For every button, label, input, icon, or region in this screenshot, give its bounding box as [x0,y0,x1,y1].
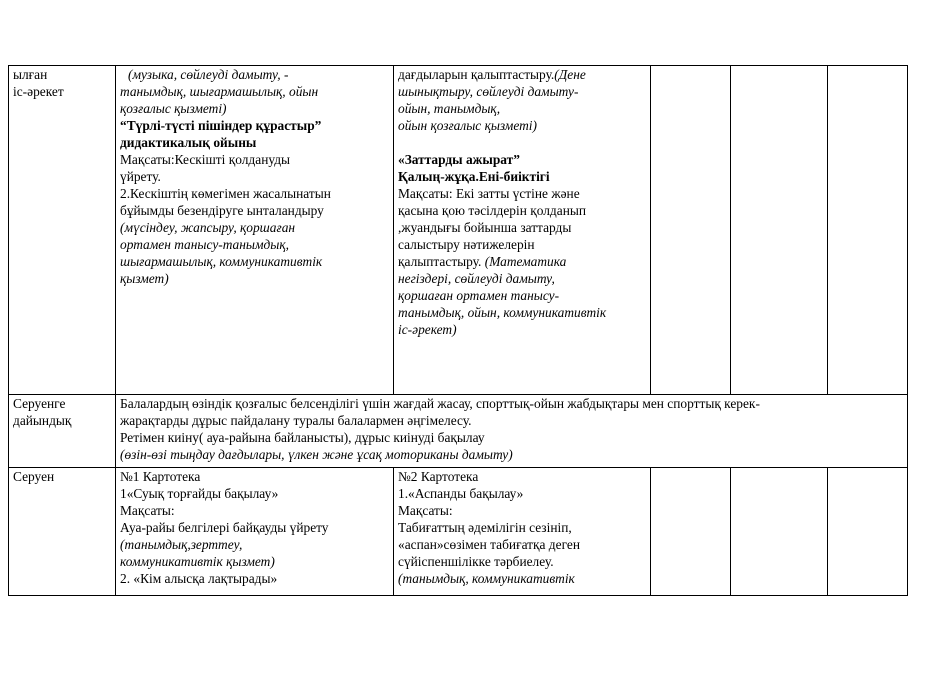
text-line [398,253,650,270]
text-line: (өзін-өзі тыңдау дағдылары, үлкен және ұсақ моториканы дамыту) [120,447,513,462]
empty-cell [731,468,828,596]
lesson-plan-table [8,65,908,596]
text-line: қызмет) [120,271,169,286]
row-label-cell [9,66,116,395]
text-line: (музыка, сөйлеуді дамыту, - [128,67,289,82]
text-line: Мақсаты: [398,503,453,518]
empty-cell [651,66,731,395]
text-line: шынықтыру, сөйлеуді дамыту- [398,84,579,99]
empty-cell [731,66,828,395]
text-line: қоршаған ортамен танысу- [398,288,560,303]
empty-cell [828,468,908,596]
text-line: танымдық, ойын, коммуникативтік [398,305,607,320]
text-line: Балалардың өзіндік қозғалыс белсенділігі үшін жағдай жасау, спорттық-ойын жабдықтары мен спорттық керек- [120,396,760,411]
text-fragment-italic: (Математика [484,254,567,269]
text-fragment: дағдыларын қалыптастыру. [398,67,555,82]
text-fragment: қалыптастыру. [398,254,485,269]
text-line: «Заттарды ажырат” [398,152,520,167]
text-line: Табиғаттың әдемілігін сезініп, [398,520,572,535]
blank-line [398,134,650,151]
text-line: ортамен танысу-танымдық, [120,237,289,252]
text-line: (танымдық, коммуникативтік [398,571,575,586]
text-fragment-italic: (Дене [554,67,586,82]
text-line: Ауа-райы белгілері байқауды үйрету [120,520,329,535]
row-label-text: дайындық [13,413,72,428]
text-line: ойын, танымдық, [398,101,501,116]
text-line: Қалың-жұқа.Ені-биіктігі [398,169,550,184]
text-line: бұйымды безендіруге ынталандыру [120,203,324,218]
text-line: үйрету. [120,169,161,184]
text-line: жарақтарды дұрыс пайдалану туралы балалармен әңгімелесу. [120,413,472,428]
row-label-cell [9,468,116,596]
walk-cell-1 [116,468,394,596]
text-line: 1.«Аспанды бақылау» [398,486,524,501]
text-line: «аспан»сөзімен табиғатқа деген [398,537,580,552]
text-line: Мақсаты:Кескішті қолдануды [120,152,291,167]
empty-cell [651,468,731,596]
text-line: 1«Суық торғайды бақылау» [120,486,279,501]
text-line: Мақсаты: Екі затты үстіне және [398,186,580,201]
text-line: ойын қозғалыс қызметі) [398,118,537,133]
text-line: 2.Кескіштің көмегімен жасалынатын [120,186,331,201]
text-line: №1 Картотека [120,469,201,484]
row-label-text: Серуенге [13,396,66,411]
text-line: №2 Картотека [398,469,479,484]
row-label-text: ылған [13,67,48,82]
text-line [398,66,650,83]
text-line: қасына қою тәсілдерін қолданып [398,203,587,218]
activity-cell-2 [394,66,651,395]
walk-cell-2 [394,468,651,596]
text-line: дидактикалық ойыны [120,135,257,150]
text-line: Мақсаты: [120,503,175,518]
text-line: (мүсіндеу, жапсыру, қоршаған [120,220,296,235]
row-label-cell [9,395,116,468]
walk-preparation-cell [116,395,908,468]
row-label-text: іс-әрекет [13,84,64,99]
table-row-activity [9,66,908,395]
text-line: салыстыру нәтижелерін [398,237,535,252]
table-row-walk [9,468,908,596]
text-line: ,жуандығы бойынша заттарды [398,220,572,235]
text-line: (танымдық,зерттеу, [120,537,243,552]
text-line: шығармашылық, коммуникативтік [120,254,323,269]
text-line: танымдық, шығармашылық, ойын [120,84,319,99]
activity-cell-1 [116,66,394,395]
empty-cell [828,66,908,395]
row-label-text: Серуен [13,469,55,484]
text-line: сүйіспеншілікке тәрбиелеу. [398,554,554,569]
text-line: негіздері, сөйлеуді дамыту, [398,271,555,286]
text-line: коммуникативтік қызмет) [120,554,275,569]
text-line: “Түрлі-түсті пішіндер құрастыр” [120,118,322,133]
text-line: Ретімен киіну( ауа-райына байланысты), дұрыс киінуді бақылау [120,430,485,445]
text-line: қозғалыс қызметі) [120,101,227,116]
text-line: іс-әрекет) [398,322,457,337]
table-row-walk-preparation [9,395,908,468]
text-line: 2. «Кім алысқа лақтырады» [120,571,278,586]
